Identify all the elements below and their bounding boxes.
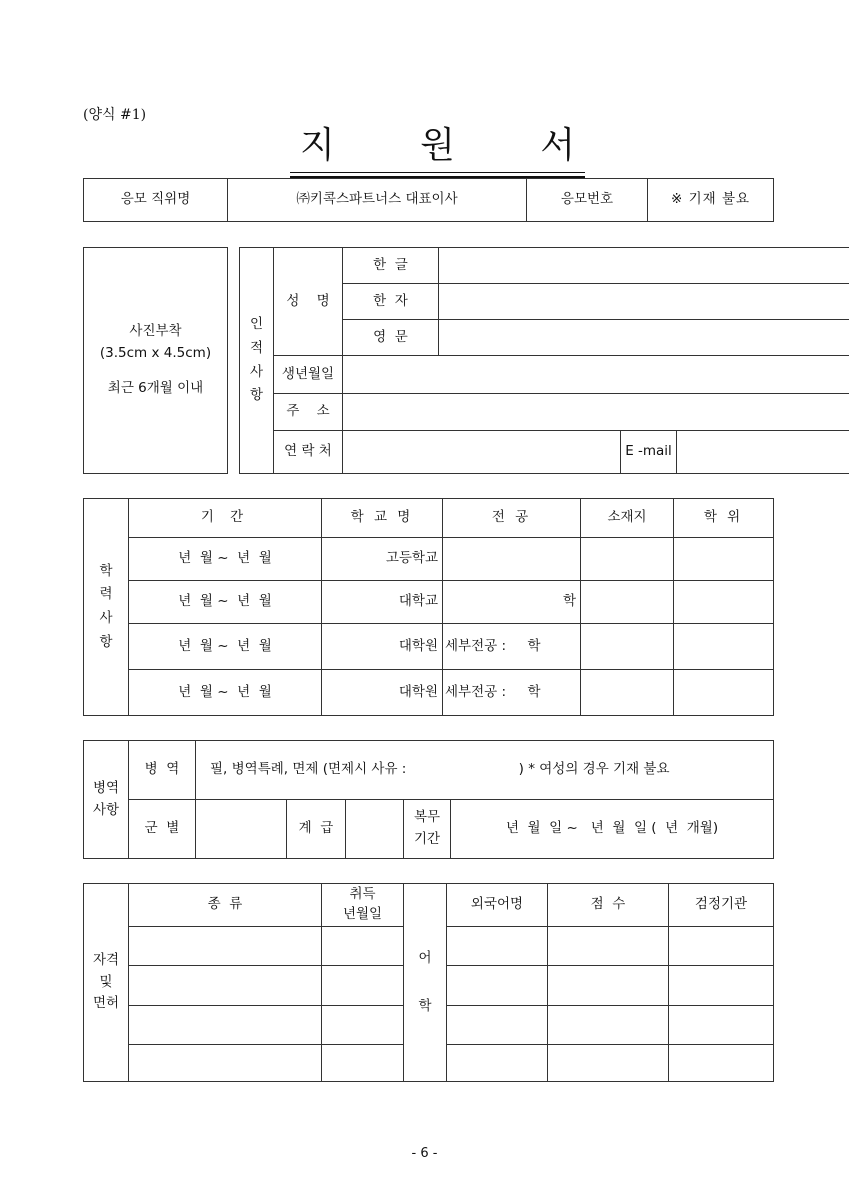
military-status-options: 필, 병역특례, 면제 (면제시 사유 : [210,761,407,778]
education-location[interactable] [581,581,674,624]
section-char: 학 [418,997,432,1014]
period-header: 기 간 [129,499,322,538]
testing-agency-header: 검정기관 [669,884,774,927]
hanja-name-field[interactable] [439,284,849,320]
qualifications-section-label [84,884,129,1082]
service-period-label [404,800,451,859]
education-location[interactable] [581,624,674,670]
score-field[interactable] [548,1045,669,1082]
education-school[interactable]: 대학원 [322,624,443,670]
license-type-header: 종 류 [129,884,322,927]
section-text: 병역 [92,779,120,796]
section-text: 면허 [92,995,120,1012]
application-number-value: ※ 기재 불요 [648,179,774,222]
military-status-note: ) * 여성의 경우 기재 불요 [518,761,670,778]
military-section-label [84,741,129,859]
hanja-label: 한 자 [343,284,439,320]
hangul-name-field[interactable] [439,248,849,284]
testing-agency-field[interactable] [669,927,774,966]
column-gap [228,248,240,474]
section-char: 사 [99,610,113,626]
branch-field[interactable] [196,800,287,859]
branch-label: 군 별 [129,800,196,859]
education-table [83,498,774,716]
education-location[interactable] [581,538,674,581]
section-char: 인 [249,316,264,333]
education-degree[interactable] [674,581,774,624]
photo-instruction: 사진부착 [129,323,182,340]
score-field[interactable] [548,1006,669,1045]
location-header: 소재지 [581,499,674,538]
education-period[interactable]: 년 월 ~ 년 월 [129,624,322,670]
application-header-table [83,178,774,222]
section-char: 력 [99,586,113,603]
rank-field[interactable] [346,800,404,859]
education-school[interactable]: 대학교 [322,581,443,624]
education-school[interactable]: 대학원 [322,670,443,716]
section-char: 학 [99,562,113,579]
address-label: 주 소 [274,394,343,431]
email-label: E -mail [621,431,677,474]
language-name-field[interactable] [447,966,548,1006]
education-major[interactable]: 세부전공 : 학 [443,624,581,670]
title-underline [290,172,585,173]
title-char-2: 원 [420,125,455,166]
military-status-label: 병 역 [129,741,196,800]
application-number-label: 응모번호 [527,179,648,222]
personal-section-label [240,248,274,474]
section-char: 사 [249,363,264,380]
license-type-field[interactable] [129,1045,322,1082]
document-title [290,124,585,172]
qualifications-table [83,883,774,1082]
photo-area[interactable] [84,248,228,474]
address-field[interactable] [343,394,849,431]
date-header-line: 년월일 [342,906,383,922]
contact-label: 연 락 처 [274,431,343,474]
score-field[interactable] [548,927,669,966]
section-text: 및 [99,973,113,990]
education-period[interactable]: 년 월 ~ 년 월 [129,581,322,624]
language-name-header: 외국어명 [447,884,548,927]
education-period[interactable]: 년 월 ~ 년 월 [129,670,322,716]
position-value: ㈜키콕스파트너스 대표이사 [228,179,527,222]
section-text: 사항 [92,801,120,818]
photo-size: (3.5cm x 4.5cm) [99,344,212,361]
language-section-label [404,884,447,1082]
score-field[interactable] [548,966,669,1006]
english-name-field[interactable] [439,320,849,356]
testing-agency-field[interactable] [669,1045,774,1082]
education-degree[interactable] [674,624,774,670]
form-number: (양식 #1) [83,107,147,123]
testing-agency-field[interactable] [669,966,774,1006]
education-major[interactable]: 학 [443,581,581,624]
military-status-field[interactable] [196,741,774,800]
education-school[interactable]: 고등학교 [322,538,443,581]
section-char: 항 [249,387,264,404]
name-label: 성 명 [274,248,343,356]
birthdate-label: 생년월일 [274,356,343,394]
birthdate-field[interactable] [343,356,849,394]
section-char: 적 [249,339,264,356]
acquisition-date-field[interactable] [322,1045,404,1082]
military-table [83,740,774,859]
acquisition-date-header [322,884,404,927]
title-char-1: 지 [300,125,335,166]
section-char: 어 [418,949,432,966]
degree-header: 학 위 [674,499,774,538]
acquisition-date-field[interactable] [322,966,404,1006]
language-name-field[interactable] [447,927,548,966]
license-type-field[interactable] [129,927,322,966]
education-section-label [84,499,129,716]
personal-info-table [83,247,849,474]
education-major[interactable]: 세부전공 : 학 [443,670,581,716]
position-label: 응모 직위명 [84,179,228,222]
service-period-field[interactable]: 년 월 일 ~ 년 월 일 ( 년 개월) [451,800,774,859]
service-label-line: 기간 [413,831,441,847]
section-char: 항 [99,633,113,650]
education-location[interactable] [581,670,674,716]
section-text: 자격 [92,952,120,969]
language-name-field[interactable] [447,1006,548,1045]
score-header: 점 수 [548,884,669,927]
service-label-line: 복무 [413,809,441,826]
education-major[interactable] [443,538,581,581]
page-number: - 6 - [411,1146,438,1161]
email-field[interactable] [677,431,849,474]
hangul-label: 한 글 [343,248,439,284]
education-degree[interactable] [674,670,774,716]
title-char-3: 서 [540,125,575,166]
education-period[interactable]: 년 월 ~ 년 월 [129,538,322,581]
date-header-line: 취득 [349,886,376,903]
school-header: 학 교 명 [322,499,443,538]
contact-field[interactable] [343,431,621,474]
acquisition-date-field[interactable] [322,927,404,966]
photo-recency: 최근 6개월 이내 [107,380,204,397]
license-type-field[interactable] [129,1006,322,1045]
english-label: 영 문 [343,320,439,356]
education-degree[interactable] [674,538,774,581]
testing-agency-field[interactable] [669,1006,774,1045]
language-name-field[interactable] [447,1045,548,1082]
rank-label: 계 급 [287,800,346,859]
acquisition-date-field[interactable] [322,1006,404,1045]
major-header: 전 공 [443,499,581,538]
license-type-field[interactable] [129,966,322,1006]
